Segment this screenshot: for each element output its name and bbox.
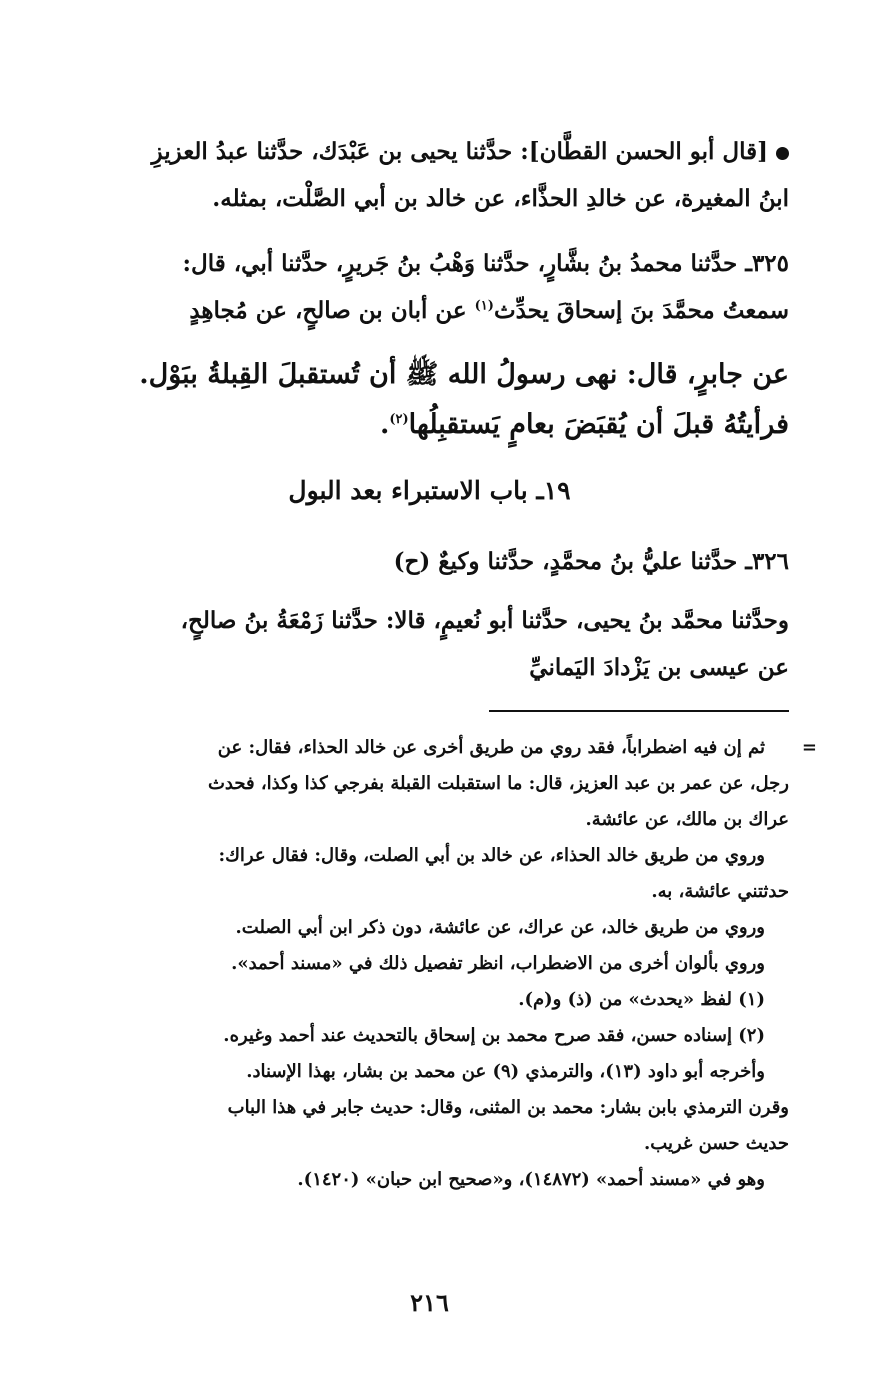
page-number: ٢١٦ bbox=[410, 1288, 449, 1317]
paragraph-line: ابنُ المغيرة، عن خالدِ الحذَّاء، عن خالد بن أبي الصَّلْت، بمثله. bbox=[212, 185, 789, 212]
continuation-mark: = bbox=[801, 737, 817, 758]
paragraph-line bbox=[70, 128, 789, 175]
matn-line bbox=[70, 400, 789, 450]
footnote-line: وأخرجه أبو داود (١٣)، والترمذي (٩) عن محمد بن بشار، بهذا الإسناد. bbox=[246, 1061, 765, 1082]
matn-text: فرأيتُهُ قبلَ أن يُقبَضَ بعامٍ يَستقبِلُها bbox=[408, 409, 789, 440]
footnote-line: وروي بألوان أخرى من الاضطراب، انظر تفصيل ذلك في «مسند أحمد». bbox=[231, 953, 765, 974]
isnad-text: عن أبان بن صالحٍ، عن مُجاهِدٍ bbox=[189, 297, 475, 324]
footnote-1: (١) لفظ «يحدث» من (ذ) و(م). bbox=[518, 989, 765, 1010]
matn-line: عن جابرٍ، قال: نهى رسولُ الله ﷺ أن تُستقبلَ القِبلةُ ببَوْل. bbox=[139, 359, 789, 390]
isnad-line: عن عيسى بن يَزْدادَ اليَمانيِّ bbox=[529, 654, 789, 681]
footnotes bbox=[70, 730, 817, 1198]
paragraph-qattan bbox=[70, 128, 789, 222]
footnote-line: حدثتني عائشة، به. bbox=[651, 881, 789, 902]
bullet-icon bbox=[776, 147, 789, 160]
chapter-heading: ١٩ـ باب الاستبراء بعد البول bbox=[288, 476, 571, 505]
isnad-text: سمعتُ محمَّدَ بنَ إسحاقَ يحدِّث bbox=[493, 297, 789, 324]
hadith-326 bbox=[70, 538, 789, 691]
footnote-line: حديث حسن غريب. bbox=[644, 1133, 789, 1154]
footnote-ref: (٢) bbox=[389, 412, 409, 427]
footnote-ref: (١) bbox=[474, 298, 494, 314]
isnad-line: ٣٢٦ـ حدَّثنا عليُّ بنُ محمَّدٍ، حدَّثنا وكيعٌ (ح) bbox=[393, 548, 789, 575]
footnote-line: ثم إن فيه اضطراباً، فقد روي من طريق أخرى عن خالد الحذاء، فقال: عن bbox=[217, 737, 765, 758]
isnad-line bbox=[70, 287, 789, 334]
footnote-line: رجل، عن عمر بن عبد العزيز، قال: ما استقبلت القبلة بفرجي كذا وكذا، فحدث bbox=[207, 773, 789, 794]
isnad-line: وحدَّثنا محمَّد بنُ يحيى، حدَّثنا أبو نُعيمٍ، قالا: حدَّثنا زَمْعَةُ بنُ صالحٍ، bbox=[180, 607, 789, 634]
footnote-2: (٢) إسناده حسن، فقد صرح محمد بن إسحاق بالتحديث عند أحمد وغيره. bbox=[223, 1025, 765, 1046]
footnote-separator bbox=[489, 710, 789, 712]
footnote-line: وهو في «مسند أحمد» (١٤٨٧٢)، و«صحيح ابن حبان» (١٤٢٠). bbox=[297, 1169, 765, 1190]
footnote-line: وروي من طريق خالد الحذاء، عن خالد بن أبي الصلت، وقال: فقال عراك: bbox=[218, 845, 765, 866]
matn-text: . bbox=[379, 409, 390, 440]
footnote-line: عراك بن مالك، عن عائشة. bbox=[585, 809, 789, 830]
isnad-line: ٣٢٥ـ حدَّثنا محمدُ بنُ بشَّارٍ، حدَّثنا وَهْبُ بنُ جَريرٍ، حدَّثنا أبي، قال: bbox=[182, 250, 789, 277]
footnote-line: وروي من طريق خالد، عن عراك، عن عائشة، دون ذكر ابن أبي الصلت. bbox=[235, 917, 765, 938]
book-page bbox=[70, 0, 817, 1388]
hadith-325-isnad bbox=[70, 240, 789, 334]
paragraph-text: [قال أبو الحسن القطَّان]: حدَّثنا يحيى بن عَبْدَك، حدَّثنا عبدُ العزيزِ bbox=[151, 138, 768, 165]
hadith-325-matn bbox=[70, 350, 789, 450]
footnote-line: وقرن الترمذي بابن بشار: محمد بن المثنى، وقال: حديث جابر في هذا الباب bbox=[227, 1097, 789, 1118]
